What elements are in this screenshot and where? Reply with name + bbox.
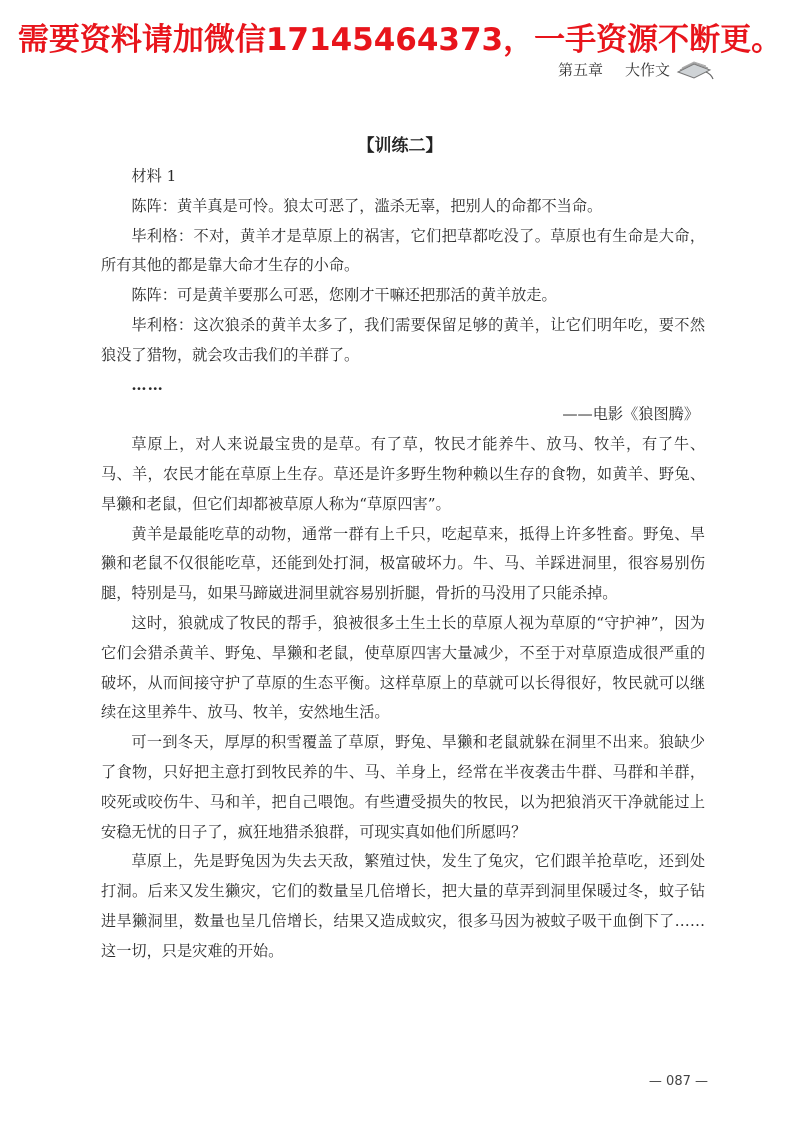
article-body (101, 162, 705, 967)
paragraph: 草原上，对人来说最宝贵的是草。有了草，牧民才能养牛、放马、牧羊，有了牛、马、羊，农民才能在草原上生存。草还是许多野生物种赖以生存的食物，如黄羊、野兔、旱獭和老鼠，但它们却都被草原人称为“草原四害”。 (101, 435, 705, 513)
ellipsis: …… (131, 375, 164, 394)
dialogue-line: 毕利格：不对，黄羊才是草原上的祸害，它们把草都吃没了。草原也有生命是大命，所有其他的都是靠大命才生存的小命。 (101, 226, 705, 275)
paragraph: 黄羊是最能吃草的动物，通常一群有上千只，吃起草来，抵得上许多牲畜。野兔、旱獭和老鼠不仅很能吃草，还能到处打洞，极富破坏力。牛、马、羊踩进洞里，很容易别伤腿，特别是马，如果马蹄崴进洞里就容易别折腿，骨折的马没用了只能杀掉。 (101, 524, 705, 603)
paragraph: 草原上，先是野兔因为失去天敌，繁殖过快，发生了兔灾，它们跟羊抢草吃，还到处打洞。后来又发生獭灾，它们的数量呈几倍增长，把大量的草弄到洞里保暖过冬，蚊子钻进旱獭洞里，数量也呈几倍增长，结果又造成蚊灾，很多马因为被蚊子吸干血倒下了……这一切，只是灾难的开始。 (101, 852, 705, 960)
chapter-label: 第五章 (558, 60, 604, 79)
book-icon (676, 58, 714, 80)
page-number: — 087 — (648, 1074, 708, 1089)
dialogue-line: 毕利格：这次狼杀的黄羊太多了，我们需要保留足够的黄羊，让它们明年吃，要不然狼没了猎物，就会攻击我们的羊群了。 (101, 315, 705, 364)
section-title: 【训练二】 (357, 136, 443, 156)
source-citation: ——电影《狼图腾》 (562, 405, 699, 424)
paragraph: 这时，狼就成了牧民的帮手，狼被很多土生土长的草原人视为草原的“守护神”，因为它们会猎杀黄羊、野兔、旱獭和老鼠，使草原四害大量减少，不至于对草原造成很严重的破坏，从而间接守护了草原的生态平衡。这样草原上的草就可以长得很好，牧民就可以继续在这里养牛、放马、牧羊，安然地生活。 (101, 613, 705, 722)
chapter-header (558, 58, 714, 80)
dialogue-line: 陈阵：可是黄羊要那么可恶，您刚才干嘛还把那活的黄羊放走。 (131, 286, 557, 305)
dialogue-line: 陈阵：黄羊真是可怜。狼太可恶了，滥杀无辜，把别人的命都不当命。 (131, 196, 603, 215)
section-label: 大作文 (625, 60, 671, 79)
watermark-banner: 需要资料请加微信17145464373，一手资源不断更。 (17, 22, 783, 58)
material-label: 材料 1 (131, 167, 177, 185)
paragraph: 可一到冬天，厚厚的积雪覆盖了草原，野兔、旱獭和老鼠就躲在洞里不出来。狼缺少了食物，只好把主意打到牧民养的牛、马、羊身上，经常在半夜袭击牛群、马群和羊群，咬死或咬伤牛、马和羊，把自己喂饱。有些遭受损失的牧民，以为把狼消灭干净就能过上安稳无忧的日子了，疯狂地猎杀狼群，可现实真如他们所愿吗？ (101, 733, 705, 841)
